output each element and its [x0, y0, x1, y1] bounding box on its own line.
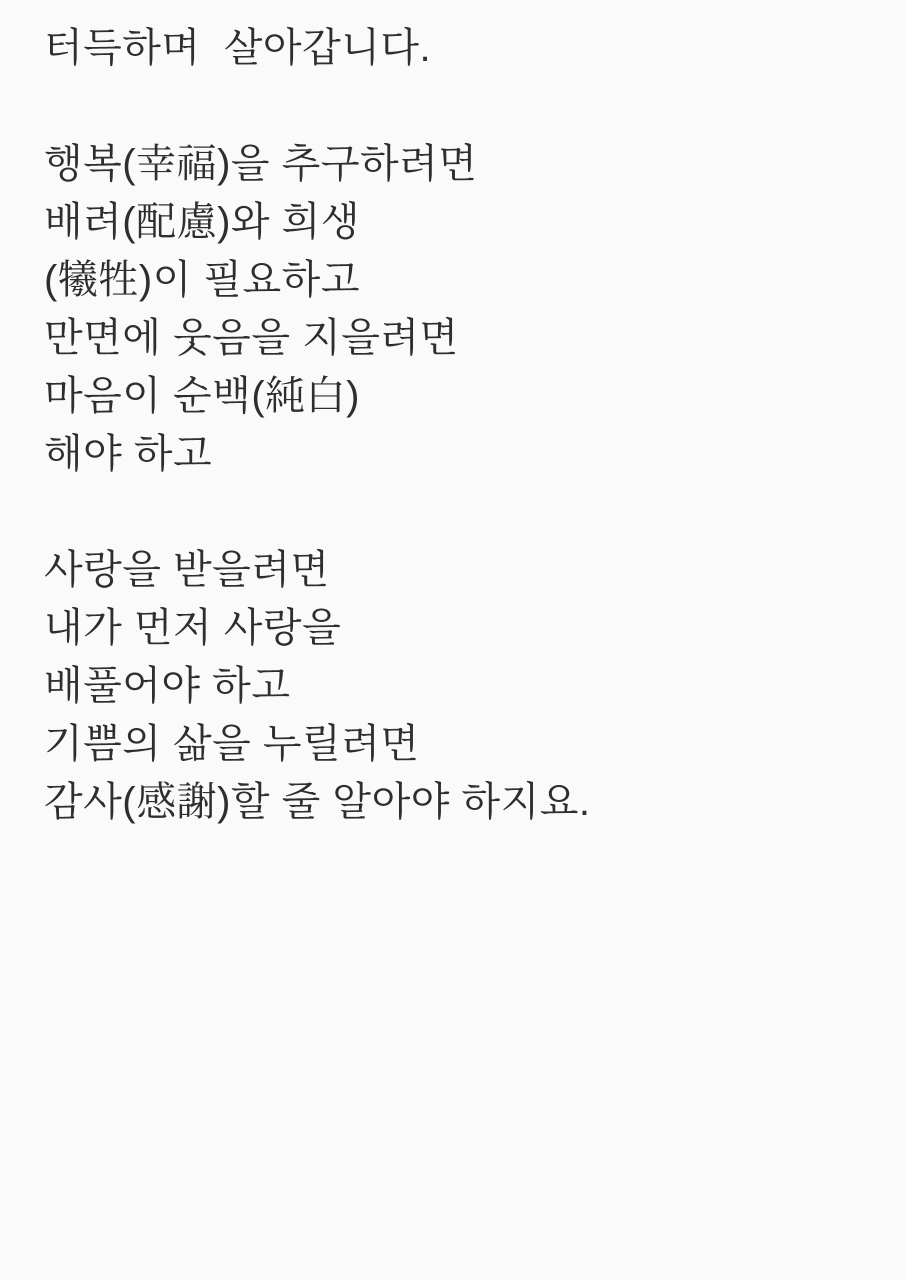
blank-line — [44, 483, 865, 541]
text-line: 사랑을 받을려면 — [44, 548, 330, 592]
text-line: 만면에 웃음을 지을려면 — [44, 316, 459, 360]
text-line: 마음이 순백(純白) — [44, 374, 360, 418]
text-line: 기쁨의 삶을 누릴려면 — [44, 722, 420, 766]
text-line: 배풀어야 하고 — [44, 664, 291, 708]
text-line: 감사(感謝)할 줄 알아야 하지요. — [44, 780, 591, 824]
text-line: 해야 하고 — [44, 432, 213, 476]
text-line: (犧牲)이 필요하고 — [44, 258, 360, 302]
text-line: 내가 먼저 사랑을 — [44, 606, 342, 650]
text-line: 행복(幸福)을 추구하려면 — [44, 142, 478, 186]
text-line: 배려(配慮)와 희생 — [44, 200, 360, 244]
text-line: 터득하며 살아갑니다. — [44, 26, 432, 70]
blank-line — [44, 77, 865, 135]
